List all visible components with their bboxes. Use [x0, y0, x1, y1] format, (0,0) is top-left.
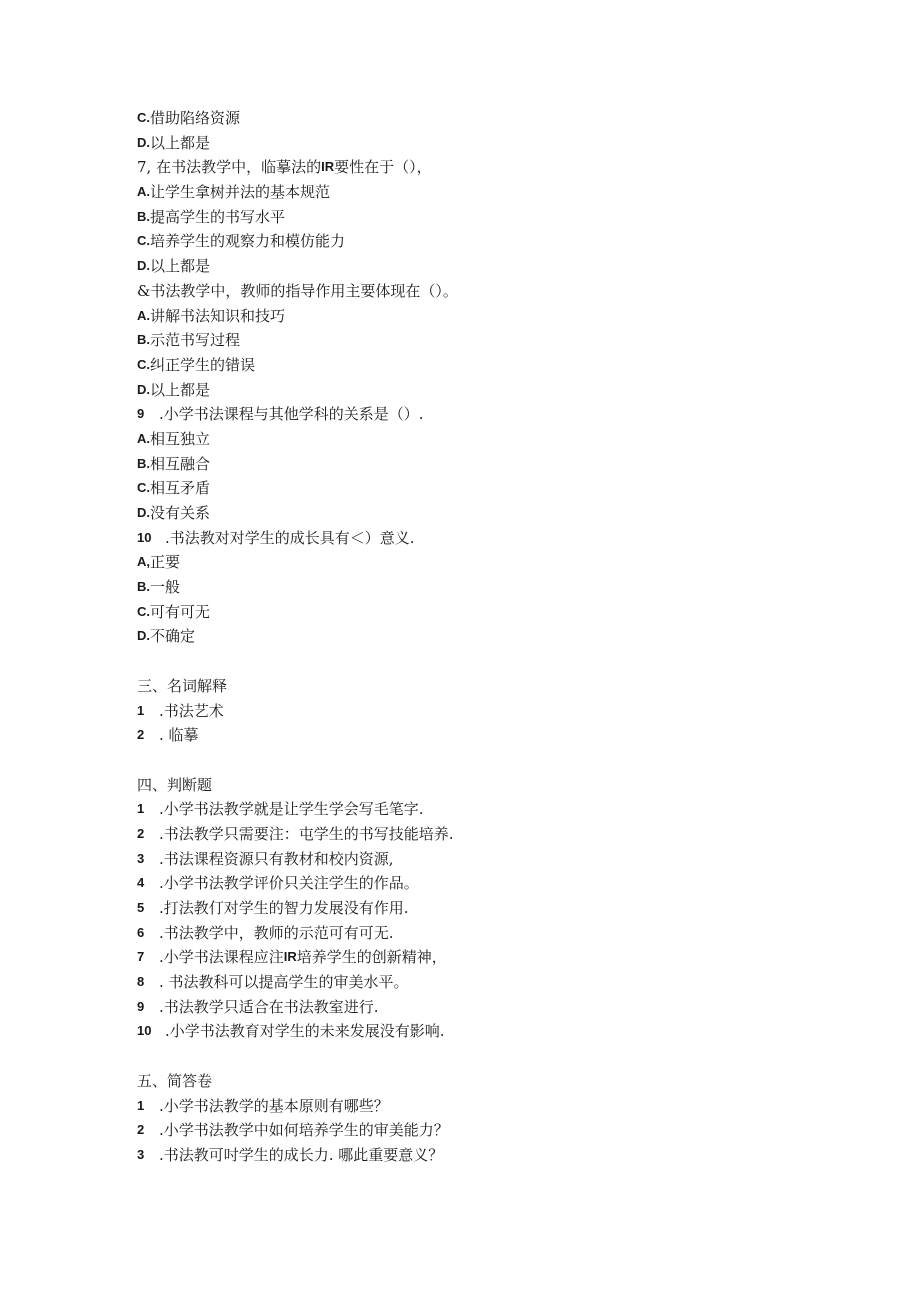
q10-option-b	[137, 575, 837, 600]
q9-option-d	[137, 501, 837, 526]
option-text: 相互矛盾	[150, 479, 211, 498]
q6-option-d	[137, 131, 837, 156]
section-3-item-2	[137, 723, 837, 748]
item-number: 10	[137, 1023, 152, 1039]
question-text: .书法教对对学生的成长具有＜）意义.	[165, 528, 415, 547]
item-text: .书法教学中，教师的示范可有可无.	[159, 923, 394, 942]
section-4-title: 四、判断题	[137, 775, 213, 794]
q9-stem	[137, 402, 837, 427]
option-text: 让学生拿树并法的基本规范	[150, 183, 331, 202]
q8-option-d	[137, 378, 837, 403]
option-label: B.	[137, 208, 150, 224]
option-label: B.	[137, 455, 150, 471]
section-3-item-1	[137, 699, 837, 724]
option-label: A.	[137, 307, 150, 323]
q10-option-c	[137, 600, 837, 625]
item-text: .书法教学只适合在书法教室进行.	[159, 997, 379, 1016]
item-number: 8	[137, 974, 145, 990]
option-text: 以上都是	[150, 257, 211, 276]
section-4-item-9	[137, 995, 837, 1020]
q7-option-d	[137, 254, 837, 279]
q9-option-c	[137, 476, 837, 501]
question-text: 7, 在书法教学中，临摹法的	[137, 158, 322, 177]
section-5-item-3	[137, 1143, 837, 1168]
q8-stem	[137, 279, 837, 304]
section-4-item-7	[137, 945, 837, 970]
item-number: 2	[137, 727, 145, 743]
option-label: A,	[137, 554, 150, 570]
q9-option-a	[137, 427, 837, 452]
item-number: 1	[137, 801, 145, 817]
item-number: 1	[137, 702, 145, 718]
option-text: 可有可无	[150, 602, 211, 621]
option-text: 借助陷络资源	[150, 109, 241, 127]
question-text: &书法教学中，教师的指导作用主要体现在（）。	[137, 281, 458, 300]
item-number: 2	[137, 1122, 145, 1138]
q7-option-a	[137, 180, 837, 205]
section-4-item-1	[137, 797, 837, 822]
question-text: .小学书法课程与其他学科的关系是（）.	[159, 405, 424, 424]
item-text: .书法艺术	[159, 701, 224, 720]
option-text: 纠正学生的错误	[150, 355, 256, 374]
item-text: . 临摹	[159, 726, 199, 745]
option-label: D.	[137, 505, 150, 520]
section-4-item-3	[137, 847, 837, 872]
option-label: D.	[137, 381, 150, 397]
section-3-title: 三、名词解释	[137, 676, 228, 695]
option-label: B.	[137, 579, 150, 595]
option-label: C.	[137, 603, 150, 619]
item-text: .书法课程资源只有教材和校内资源,	[159, 849, 394, 868]
option-text: 不确定	[150, 627, 196, 646]
item-text: .打法教仃对学生的智力发展没有作用.	[159, 899, 409, 917]
option-label: D.	[137, 134, 150, 150]
question-number: 10	[137, 529, 152, 545]
option-text: 相互融合	[150, 454, 211, 473]
item-text: .小学书法课程应注	[159, 948, 284, 967]
section-gap	[137, 748, 837, 773]
section-5-item-1	[137, 1094, 837, 1119]
item-number: 3	[137, 850, 145, 866]
item-text: .小学书法教育对学生的未来发展没有影响.	[165, 1022, 445, 1041]
item-text-tail: 培养学生的创新精神，	[296, 948, 447, 967]
item-number: 3	[137, 1146, 145, 1162]
section-gap	[137, 1044, 837, 1069]
item-number: 9	[137, 998, 145, 1014]
section-gap	[137, 649, 837, 674]
item-number: 7	[137, 949, 145, 965]
option-text: 一般	[150, 578, 181, 597]
option-text: 提高学生的书写水平	[150, 207, 286, 226]
option-label: C.	[137, 233, 150, 249]
option-label: D.	[137, 628, 150, 644]
section-4-item-4	[137, 871, 837, 896]
option-text: 培养学生的观察力和模仿能力	[150, 232, 346, 251]
item-text: .小学书法教学就是让学生学会写毛笔字.	[159, 800, 424, 819]
item-text: .书法教可吋学生的成长力. 哪此重要意义？	[159, 1145, 444, 1164]
ocr-mark: IR	[321, 159, 335, 175]
option-label: A.	[137, 184, 150, 200]
option-text: 没有关系	[150, 504, 211, 522]
q10-stem	[137, 526, 837, 551]
q7-option-c	[137, 229, 837, 254]
q8-option-b	[137, 328, 837, 353]
item-text: .书法教学只需要注：屯学生的书写技能培养.	[159, 824, 454, 843]
item-number: 4	[137, 875, 145, 891]
item-number: 2	[137, 825, 145, 841]
ocr-mark: IR	[283, 949, 297, 965]
option-label: D.	[137, 258, 150, 274]
section-5-item-2	[137, 1118, 837, 1143]
item-number: 1	[137, 1097, 145, 1113]
q6-option-c	[137, 106, 837, 131]
option-text: 相互独立	[150, 429, 211, 448]
option-text: 示范书写过程	[150, 331, 241, 350]
option-text: 讲解书法知识和技巧	[150, 306, 286, 325]
item-text: . 书法教科可以提高学生的审美水平。	[159, 973, 409, 992]
section-4-item-6	[137, 921, 837, 946]
item-text: .小学书法教学评价只关注学生的作品。	[159, 874, 419, 893]
option-label: A.	[137, 430, 150, 446]
document-page	[137, 106, 837, 1168]
option-label: B.	[137, 332, 150, 348]
q7-option-b	[137, 205, 837, 230]
q7-stem	[137, 155, 837, 180]
item-number: 6	[137, 924, 145, 940]
option-text: 正要	[150, 553, 181, 572]
option-label: C.	[137, 110, 150, 125]
option-label: C.	[137, 356, 150, 372]
item-text: .小学书法教学中如何培养学生的审美能力？	[159, 1121, 449, 1140]
item-text: .小学书法教学的基本原则有哪些？	[159, 1096, 389, 1115]
question-number: 9	[137, 406, 145, 422]
q8-option-c	[137, 353, 837, 378]
section-4-item-5	[137, 896, 837, 921]
option-text: 以上都是	[150, 133, 211, 152]
q8-option-a	[137, 304, 837, 329]
section-5-title: 五、简答卷	[137, 1071, 213, 1090]
section-4-item-10	[137, 1019, 837, 1044]
option-text: 以上都是	[150, 380, 211, 399]
section-4-item-2	[137, 822, 837, 847]
q9-option-b	[137, 452, 837, 477]
question-text-tail: 要性在于（），	[334, 158, 432, 177]
section-4-item-8	[137, 970, 837, 995]
q10-option-d	[137, 624, 837, 649]
q10-option-a	[137, 550, 837, 575]
option-label: C.	[137, 480, 150, 496]
item-number: 5	[137, 900, 145, 915]
